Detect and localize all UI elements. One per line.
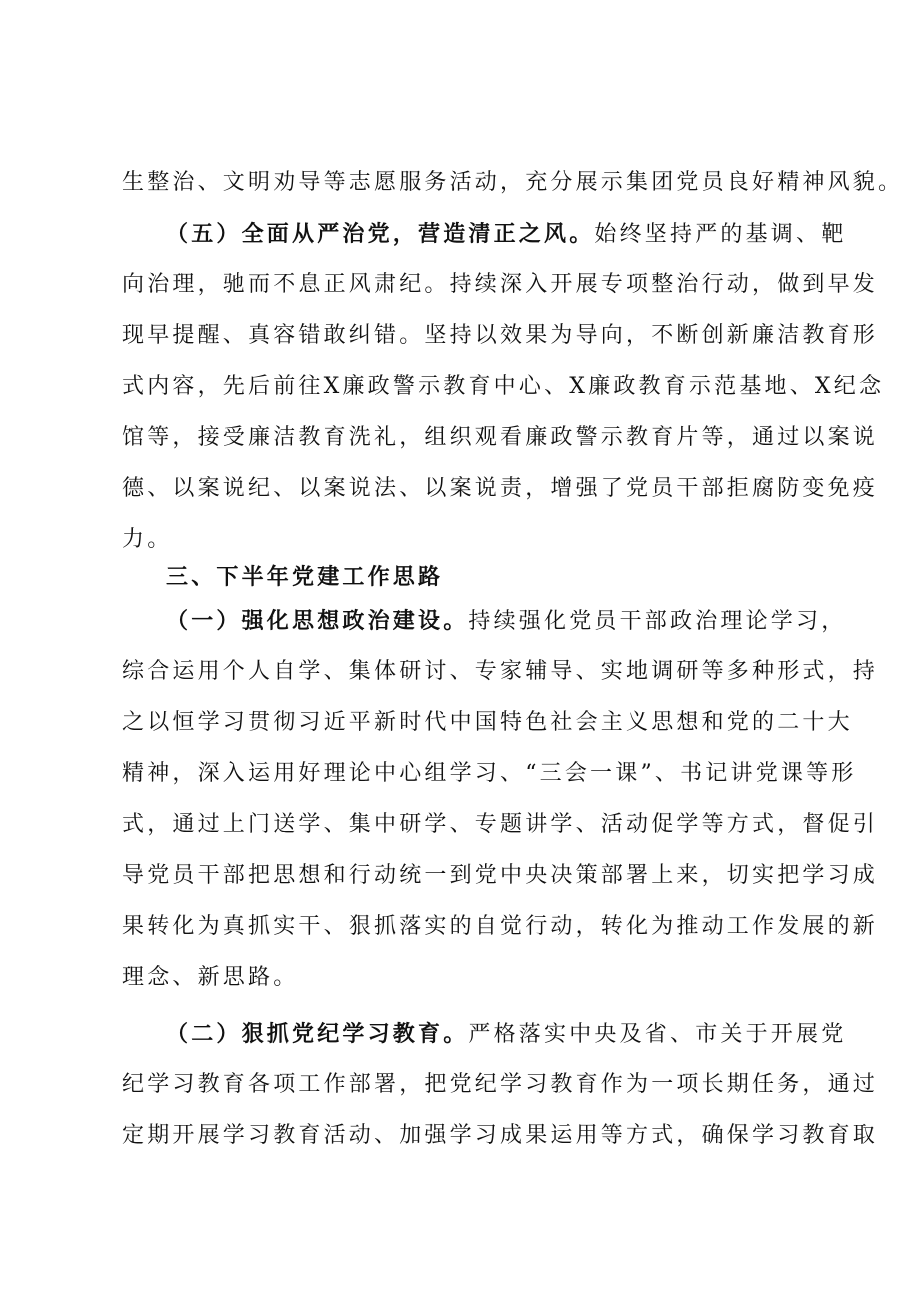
item-1-first-line xyxy=(166,598,847,644)
paragraph-line: 式内容，先后前往X廉政警示教育中心、X廉政教育示范基地、X纪念 xyxy=(122,374,885,399)
item-2-heading: （二）狠抓党纪学习教育。 xyxy=(166,1021,469,1047)
paragraph-line: 综合运用个人自学、集体研讨、专家辅导、实地调研等多种形式，持 xyxy=(122,659,879,684)
part-3-title: 三、下半年党建工作思路 xyxy=(166,564,444,590)
paragraph-line: 向治理，驰而不息正风肃纪。持续深入开展专项整治行动，做到早发 xyxy=(122,272,879,297)
paragraph-line: 导党员干部把思想和行动统一到党中央决策部署上来，切实把学习成 xyxy=(122,863,879,888)
paragraph-line: 式，通过上门送学、集中研学、专题讲学、活动促学等方式，督促引 xyxy=(122,812,879,837)
paragraph-line: 纪学习教育各项工作部署，把党纪学习教育作为一项长期任务，通过 xyxy=(122,1072,879,1097)
paragraph-line: 馆等，接受廉洁教育洗礼，组织观看廉政警示教育片等，通过以案说 xyxy=(122,425,879,450)
item-2-first-line xyxy=(166,1011,847,1057)
section-5-heading: （五）全面从严治党，营造清正之风。 xyxy=(166,221,595,247)
paragraph-line: 果转化为真抓实干、狠抓落实的自觉行动，转化为推动工作发展的新 xyxy=(122,914,879,939)
paragraph-line: 理念、新思路。 xyxy=(122,965,299,990)
paragraph-line: 现早提醒、真容错敢纠错。坚持以效果为导向，不断创新廉洁教育形 xyxy=(122,323,879,348)
paragraph-line: 德、以案说纪、以案说法、以案说责，增强了党员干部拒腐防变免疫 xyxy=(122,476,879,501)
paragraph-line: 生整治、文明劝导等志愿服务活动，充分展示集团党员良好精神风貌。 xyxy=(122,170,904,195)
paragraph-line: 力。 xyxy=(122,527,173,552)
section-5-first-line xyxy=(166,211,847,257)
paragraph-line: 定期开展学习教育活动、加强学习成果运用等方式，确保学习教育取 xyxy=(122,1123,879,1148)
section-5-text: 始终坚持严的基调、靶 xyxy=(594,222,847,247)
item-1-heading: （一）强化思想政治建设。 xyxy=(166,608,469,634)
item-2-text: 严格落实中央及省、市关于开展党 xyxy=(468,1022,847,1047)
item-1-text: 持续强化党员干部政治理论学习， xyxy=(468,609,847,634)
paragraph-line: 精神，深入运用好理论中心组学习、“三会一课”、书记讲党课等形 xyxy=(122,761,857,786)
paragraph-line: 之以恒学习贯彻习近平新时代中国特色社会主义思想和党的二十大 xyxy=(122,710,853,735)
